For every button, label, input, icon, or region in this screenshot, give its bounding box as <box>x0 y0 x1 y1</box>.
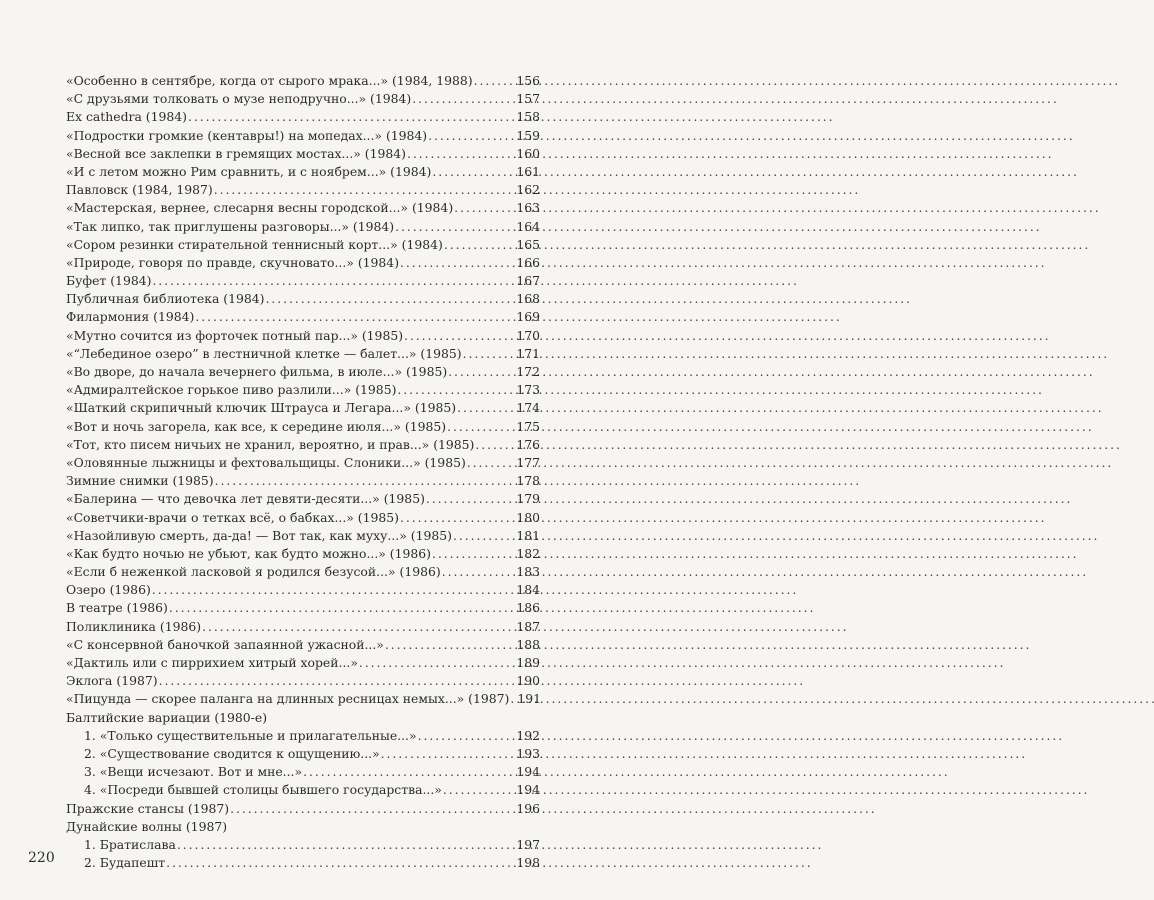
toc-entry-page: 180 <box>516 509 540 525</box>
toc-leader-dots <box>230 800 515 818</box>
toc-entry-title: «Как будто ночью не убьют, как будто можно...» (1986) <box>66 545 431 561</box>
toc-entry[interactable] <box>66 90 540 108</box>
toc-leader-dots <box>400 254 515 272</box>
toc-leader-dots <box>395 218 515 236</box>
toc-entry[interactable] <box>66 199 540 217</box>
toc-entry[interactable] <box>66 654 540 672</box>
toc-leader-dots <box>159 672 516 690</box>
toc-entry-title: «Пицунда — скорее паланга на длинных ресницах немых...» (1987) <box>66 691 510 707</box>
toc-entry-title: 4. «Посреди бывшей столицы бывшего государства...» <box>84 782 442 798</box>
toc-entry[interactable] <box>66 436 540 454</box>
toc-entry[interactable] <box>66 763 540 781</box>
toc-leader-dots <box>443 781 515 799</box>
toc-entry[interactable] <box>66 472 540 490</box>
toc-entry-title: Озеро (1986) <box>66 582 151 598</box>
toc-leader-dots <box>474 72 516 90</box>
toc-entry-title: «Мастерская, вернее, слесарня весны городской...» (1984) <box>66 200 454 216</box>
toc-entry-page: 161 <box>516 163 540 179</box>
toc-entry-page: 159 <box>516 127 540 143</box>
toc-entry-page: 194 <box>516 782 540 798</box>
toc-entry[interactable] <box>66 381 540 399</box>
toc-entry-page: 178 <box>516 473 540 489</box>
toc-entry[interactable] <box>66 454 540 472</box>
toc-leader-dots <box>381 745 516 763</box>
toc-leader-dots <box>266 290 516 308</box>
toc-entry-title: 2. «Существование сводится к ощущению...» <box>84 745 380 761</box>
toc-entry[interactable] <box>66 272 540 290</box>
toc-entry-title: Публичная библиотека (1984) <box>66 291 265 307</box>
toc-entry[interactable] <box>66 490 540 508</box>
toc-leader-dots <box>404 327 515 345</box>
toc-entry[interactable] <box>66 672 540 690</box>
toc-entry[interactable] <box>66 800 540 818</box>
toc-entry-page: 191 <box>517 691 542 707</box>
toc-entry[interactable] <box>66 836 540 854</box>
toc-section-heading <box>66 709 540 727</box>
toc-entry[interactable] <box>66 690 540 708</box>
toc-leader-dots <box>444 236 516 254</box>
toc-leader-dots <box>510 690 516 708</box>
toc-leader-dots <box>457 399 515 417</box>
toc-entry-title: «Дактиль или с пиррихием хитрый хорей...» <box>66 655 358 670</box>
toc-entry-page: 182 <box>516 545 540 561</box>
toc-entry-page: 171 <box>516 345 540 361</box>
toc-entry-page: 190 <box>516 673 540 689</box>
toc-entry-page: 166 <box>516 254 540 270</box>
toc-entry-page: 187 <box>516 618 540 634</box>
toc-leader-dots <box>475 436 515 454</box>
toc-leader-dots <box>169 599 515 617</box>
toc-entry[interactable] <box>66 599 540 617</box>
toc-entry-title: «И с летом можно Рим сравнить, и с ноябрем...» (1984) <box>66 163 432 179</box>
toc-entry-page: 165 <box>516 236 540 252</box>
section-title: Балтийские вариации (1980-е) <box>66 709 268 725</box>
toc-entry-title: 3. «Вещи исчезают. Вот и мне...» <box>84 764 303 780</box>
toc-section-items <box>66 727 540 800</box>
toc-entry[interactable] <box>66 727 540 745</box>
toc-entry-title: Поликлиника (1986) <box>66 618 202 634</box>
toc-entry[interactable] <box>66 127 540 145</box>
toc-entry-title: «Тот, кто писем ничьих не хранил, вероятно, и прав...» (1985) <box>66 436 475 452</box>
toc-leader-dots <box>428 127 515 145</box>
toc-entry-page: 183 <box>516 564 540 580</box>
toc-entry[interactable] <box>66 236 540 254</box>
toc-entry-page: 175 <box>516 418 540 434</box>
toc-entry-page: 197 <box>516 836 540 852</box>
toc-entry-page: 198 <box>516 855 540 871</box>
toc-entry-page: 174 <box>516 400 540 416</box>
toc-entry[interactable] <box>66 345 540 363</box>
toc-leader-dots <box>467 454 516 472</box>
toc-entry[interactable] <box>66 308 540 326</box>
toc-leader-dots <box>418 727 516 745</box>
toc-entry[interactable] <box>66 218 540 236</box>
toc-entry-title: «Вот и ночь загорела, как все, к середине июля...» (1985) <box>66 418 447 434</box>
toc-entry-title: Филармония (1984) <box>66 309 195 325</box>
toc-entry[interactable] <box>66 363 540 381</box>
toc-entry[interactable] <box>66 618 540 636</box>
toc-entry[interactable] <box>66 163 540 181</box>
toc-leader-dots <box>152 581 516 599</box>
toc-leader-dots <box>448 363 515 381</box>
toc-entry-title: В театре (1986) <box>66 600 168 616</box>
toc-entry-page: 170 <box>516 327 540 343</box>
toc-entry-title: Пражские стансы (1987) <box>66 800 230 816</box>
toc-entry-title: «С консервной баночкой запаянной ужасной...» <box>66 636 384 652</box>
toc-entry-title: «Советчики-врачи о тетках всё, о бабках...» (1985) <box>66 509 399 525</box>
toc-entry[interactable] <box>66 527 540 545</box>
toc-entry-page: 164 <box>516 218 540 234</box>
toc-leader-dots <box>303 763 515 781</box>
toc-entry-page: 193 <box>516 745 540 761</box>
toc-entry-title: 1. Братислава <box>84 836 176 852</box>
toc-entry-title: «Балерина — что девочка лет девяти-десяти...» (1985) <box>66 491 425 507</box>
toc-entry-title: Буфет (1984) <box>66 273 152 289</box>
toc-leader-dots <box>214 181 516 199</box>
toc-leader-dots <box>195 308 515 326</box>
toc-entry-title: Павловск (1984, 1987) <box>66 182 213 198</box>
toc-entry[interactable] <box>66 781 540 799</box>
toc-leader-dots <box>407 145 515 163</box>
toc-entry-page: 163 <box>516 200 540 216</box>
toc-leader-dots <box>447 418 515 436</box>
toc-leader-dots <box>215 472 516 490</box>
toc-entry[interactable] <box>66 108 540 126</box>
toc-leader-dots <box>412 90 515 108</box>
toc-entry-title: «С друзьями толковать о музе неподручно...» (1984) <box>66 91 412 107</box>
toc-entry-page: 162 <box>516 182 540 198</box>
toc-entry[interactable] <box>66 509 540 527</box>
toc-leader-dots <box>177 836 515 854</box>
toc-entry-page: 167 <box>516 273 540 289</box>
toc-leader-dots <box>385 636 515 654</box>
toc-entry[interactable] <box>66 581 540 599</box>
toc-entry[interactable] <box>66 399 540 417</box>
toc-entry-page: 181 <box>516 527 540 543</box>
toc-leader-dots <box>454 199 515 217</box>
toc-leader-dots <box>463 345 516 363</box>
toc-entry-title: Зимние снимки (1985) <box>66 473 214 489</box>
toc-entry-title: «Природе, говоря по правде, скучновато...» (1984) <box>66 254 400 270</box>
toc-section-items <box>66 836 540 872</box>
toc-leader-dots <box>426 490 515 508</box>
toc-leader-dots <box>188 108 515 126</box>
page-number: 220 <box>28 850 55 866</box>
toc-entry-title: Ex cathedra (1984) <box>66 109 187 125</box>
toc-entry-page: 157 <box>516 91 540 107</box>
toc-entry-title: «Во дворе, до начала вечернего фильма, в июле...» (1985) <box>66 364 448 379</box>
toc-entry-page: 189 <box>516 655 540 670</box>
toc-entry-title: «Особенно в сентябре, когда от сырого мрака...» (1984, 1988) <box>66 73 473 88</box>
toc-entry[interactable] <box>66 563 540 581</box>
toc-entry-title: «Назойливую смерть, да-да! — Вот так, как муху...» (1985) <box>66 527 452 543</box>
toc-entry[interactable] <box>66 636 540 654</box>
section-title: Дунайские волны (1987) <box>66 818 228 834</box>
toc-entry-title: «Мутно сочится из форточек потный пар...» (1985) <box>66 327 404 343</box>
toc-entry-title: «Шаткий скрипичный ключик Штрауса и Легара...» (1985) <box>66 400 457 416</box>
toc-entry[interactable] <box>66 145 540 163</box>
toc-entry-page: 179 <box>516 491 540 507</box>
toc-entry[interactable] <box>66 254 540 272</box>
toc-entry[interactable] <box>66 72 540 90</box>
toc-entry-page: 160 <box>516 145 540 161</box>
toc-entry-title: «Адмиралтейское горькое пиво разлили...» (1985) <box>66 382 397 398</box>
toc-entry[interactable] <box>66 854 540 872</box>
toc-entry-title: «Оловянные лыжницы и фехтовальщицы. Слоники...» (1985) <box>66 454 466 470</box>
toc-leader-dots <box>166 854 515 872</box>
toc-leader-dots <box>432 545 515 563</box>
toc-entries <box>66 72 540 709</box>
toc-entry[interactable] <box>66 545 540 563</box>
toc-leader-dots <box>432 163 515 181</box>
toc-entry[interactable] <box>66 181 540 199</box>
table-of-contents <box>66 72 540 872</box>
toc-entry[interactable] <box>66 327 540 345</box>
toc-leader-dots <box>152 272 515 290</box>
toc-entry[interactable] <box>66 290 540 308</box>
toc-entry-page: 172 <box>516 364 540 379</box>
toc-entry[interactable] <box>66 745 540 763</box>
toc-entry-title: «Сором резинки стирательной теннисный корт...» (1984) <box>66 236 443 252</box>
toc-entry[interactable] <box>66 418 540 436</box>
toc-entry-title: «Если б неженкой ласковой я родился безусой...» (1986) <box>66 564 441 580</box>
toc-entry-page: 168 <box>516 291 540 307</box>
toc-entry-page: 188 <box>516 636 540 652</box>
toc-entry-title: «“Лебединое озеро” в лестничной клетке — балет...» (1985) <box>66 345 462 361</box>
toc-entry-title: «Подростки громкие (кентавры!) на мопедах...» (1984) <box>66 127 428 143</box>
toc-entry-page: 173 <box>516 382 540 398</box>
toc-section-heading <box>66 818 540 836</box>
toc-entry-page: 169 <box>516 309 540 325</box>
toc-entry-title: «Весной все заклепки в гремящих мостах...» (1984) <box>66 145 406 161</box>
toc-leader-dots <box>397 381 515 399</box>
toc-entry-page: 194 <box>516 764 540 780</box>
toc-leader-dots <box>453 527 515 545</box>
toc-entry-page: 186 <box>516 600 540 616</box>
toc-entry-title: Эклога (1987) <box>66 673 158 689</box>
toc-leader-dots <box>400 509 515 527</box>
toc-entry-page: 177 <box>516 454 540 470</box>
toc-entry-title: 2. Будапешт <box>84 855 166 871</box>
toc-entry-page: 156 <box>516 73 540 88</box>
toc-entry-title: 1. «Только существительные и прилагательные...» <box>84 727 417 743</box>
toc-entry-page: 158 <box>516 109 540 125</box>
toc-entry-page: 192 <box>516 727 540 743</box>
toc-leader-dots <box>202 618 515 636</box>
toc-leader-dots <box>442 563 516 581</box>
toc-leader-dots <box>359 654 515 672</box>
toc-entry-page: 196 <box>516 800 540 816</box>
toc-entry-page: 184 <box>516 582 540 598</box>
toc-entry-page: 176 <box>516 436 540 452</box>
toc-entry-title: «Так липко, так приглушены разговоры...» (1984) <box>66 218 395 234</box>
